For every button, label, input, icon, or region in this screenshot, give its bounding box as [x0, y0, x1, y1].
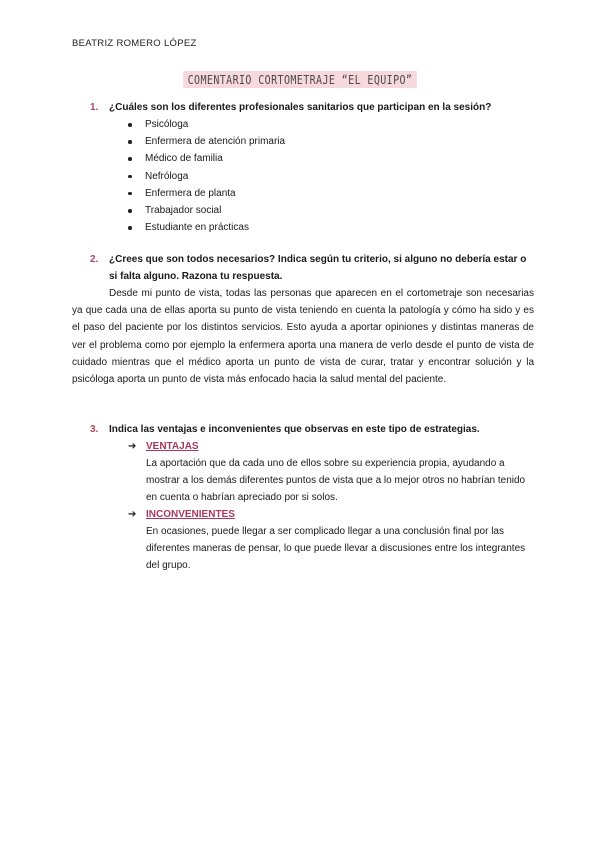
list-item: Enfermera de atención primaria	[126, 133, 285, 150]
ventajas-text: La aportación que da cada uno de ellos sobre su experiencia propia, ayudando a mostrar a los demás diferentes puntos de vista que a lo mejor otros no habrían tenido en cuenta o habrían apreciado por si solos.	[146, 458, 526, 503]
list-item: Psicóloga	[126, 116, 285, 133]
question-number: 3.	[90, 424, 99, 435]
question-2	[90, 251, 530, 285]
inconvenientes-text: En ocasiones, puede llegar a ser complicado llegar a una conclusión final por las diferentes maneras de pensar, lo que puede llevar a discusiones entre los integrantes del grupo.	[146, 526, 526, 571]
question-text: ¿Crees que son todos necesarios? Indica según tu criterio, si alguno no debería estar o si falta alguno. Razona tu respuesta.	[109, 254, 527, 282]
right-arrow-icon: ➔	[128, 441, 137, 452]
answer-paragraph	[72, 285, 534, 388]
list-item: Estudiante en prácticas	[126, 219, 285, 236]
list-item: Enfermera de planta	[126, 185, 285, 202]
ventajas-section	[126, 438, 526, 506]
ventajas-heading: VENTAJAS	[146, 441, 199, 452]
title-text: COMENTARIO CORTOMETRAJE “EL EQUIPO”	[183, 71, 417, 88]
list-item: Trabajador social	[126, 202, 285, 219]
question-number: 2.	[90, 254, 99, 265]
question-1	[90, 99, 530, 116]
inconvenientes-heading: INCONVENIENTES	[146, 509, 235, 520]
answer-text: Desde mi punto de vista, todas las personas que aparecen en el cortometraje son necesarias ya que cada una de ellas aporta su punto de vista teniendo en cuenta la patología y cómo ha sido y es el paso del paciente por los distintos servicios. Esto ayuda a aportar opiniones y distintas maneras de ver el problema como por ejemplo la enfermera aporta una manera de verlo desde el punto de vista de cuidado mientras que el médico aporta un punto de vista de curar, tratar y encontrar solución y la psicóloga aporta un punto de vista más enfocado hacia la salud mental del paciente.	[72, 288, 534, 386]
right-arrow-icon: ➔	[128, 509, 137, 520]
question-number: 1.	[90, 102, 99, 113]
question-text: Indica las ventajas e inconvenientes que observas en este tipo de estrategias.	[109, 424, 480, 435]
author-header: BEATRIZ ROMERO LÓPEZ	[72, 38, 197, 49]
professionals-list	[126, 116, 285, 236]
document-title	[60, 72, 540, 87]
list-item: Nefróloga	[126, 168, 285, 185]
question-text: ¿Cuáles son los diferentes profesionales sanitarios que participan en la sesión?	[109, 102, 492, 113]
inconvenientes-section	[126, 506, 526, 574]
list-item: Médico de familia	[126, 150, 285, 167]
question-3	[90, 421, 530, 438]
